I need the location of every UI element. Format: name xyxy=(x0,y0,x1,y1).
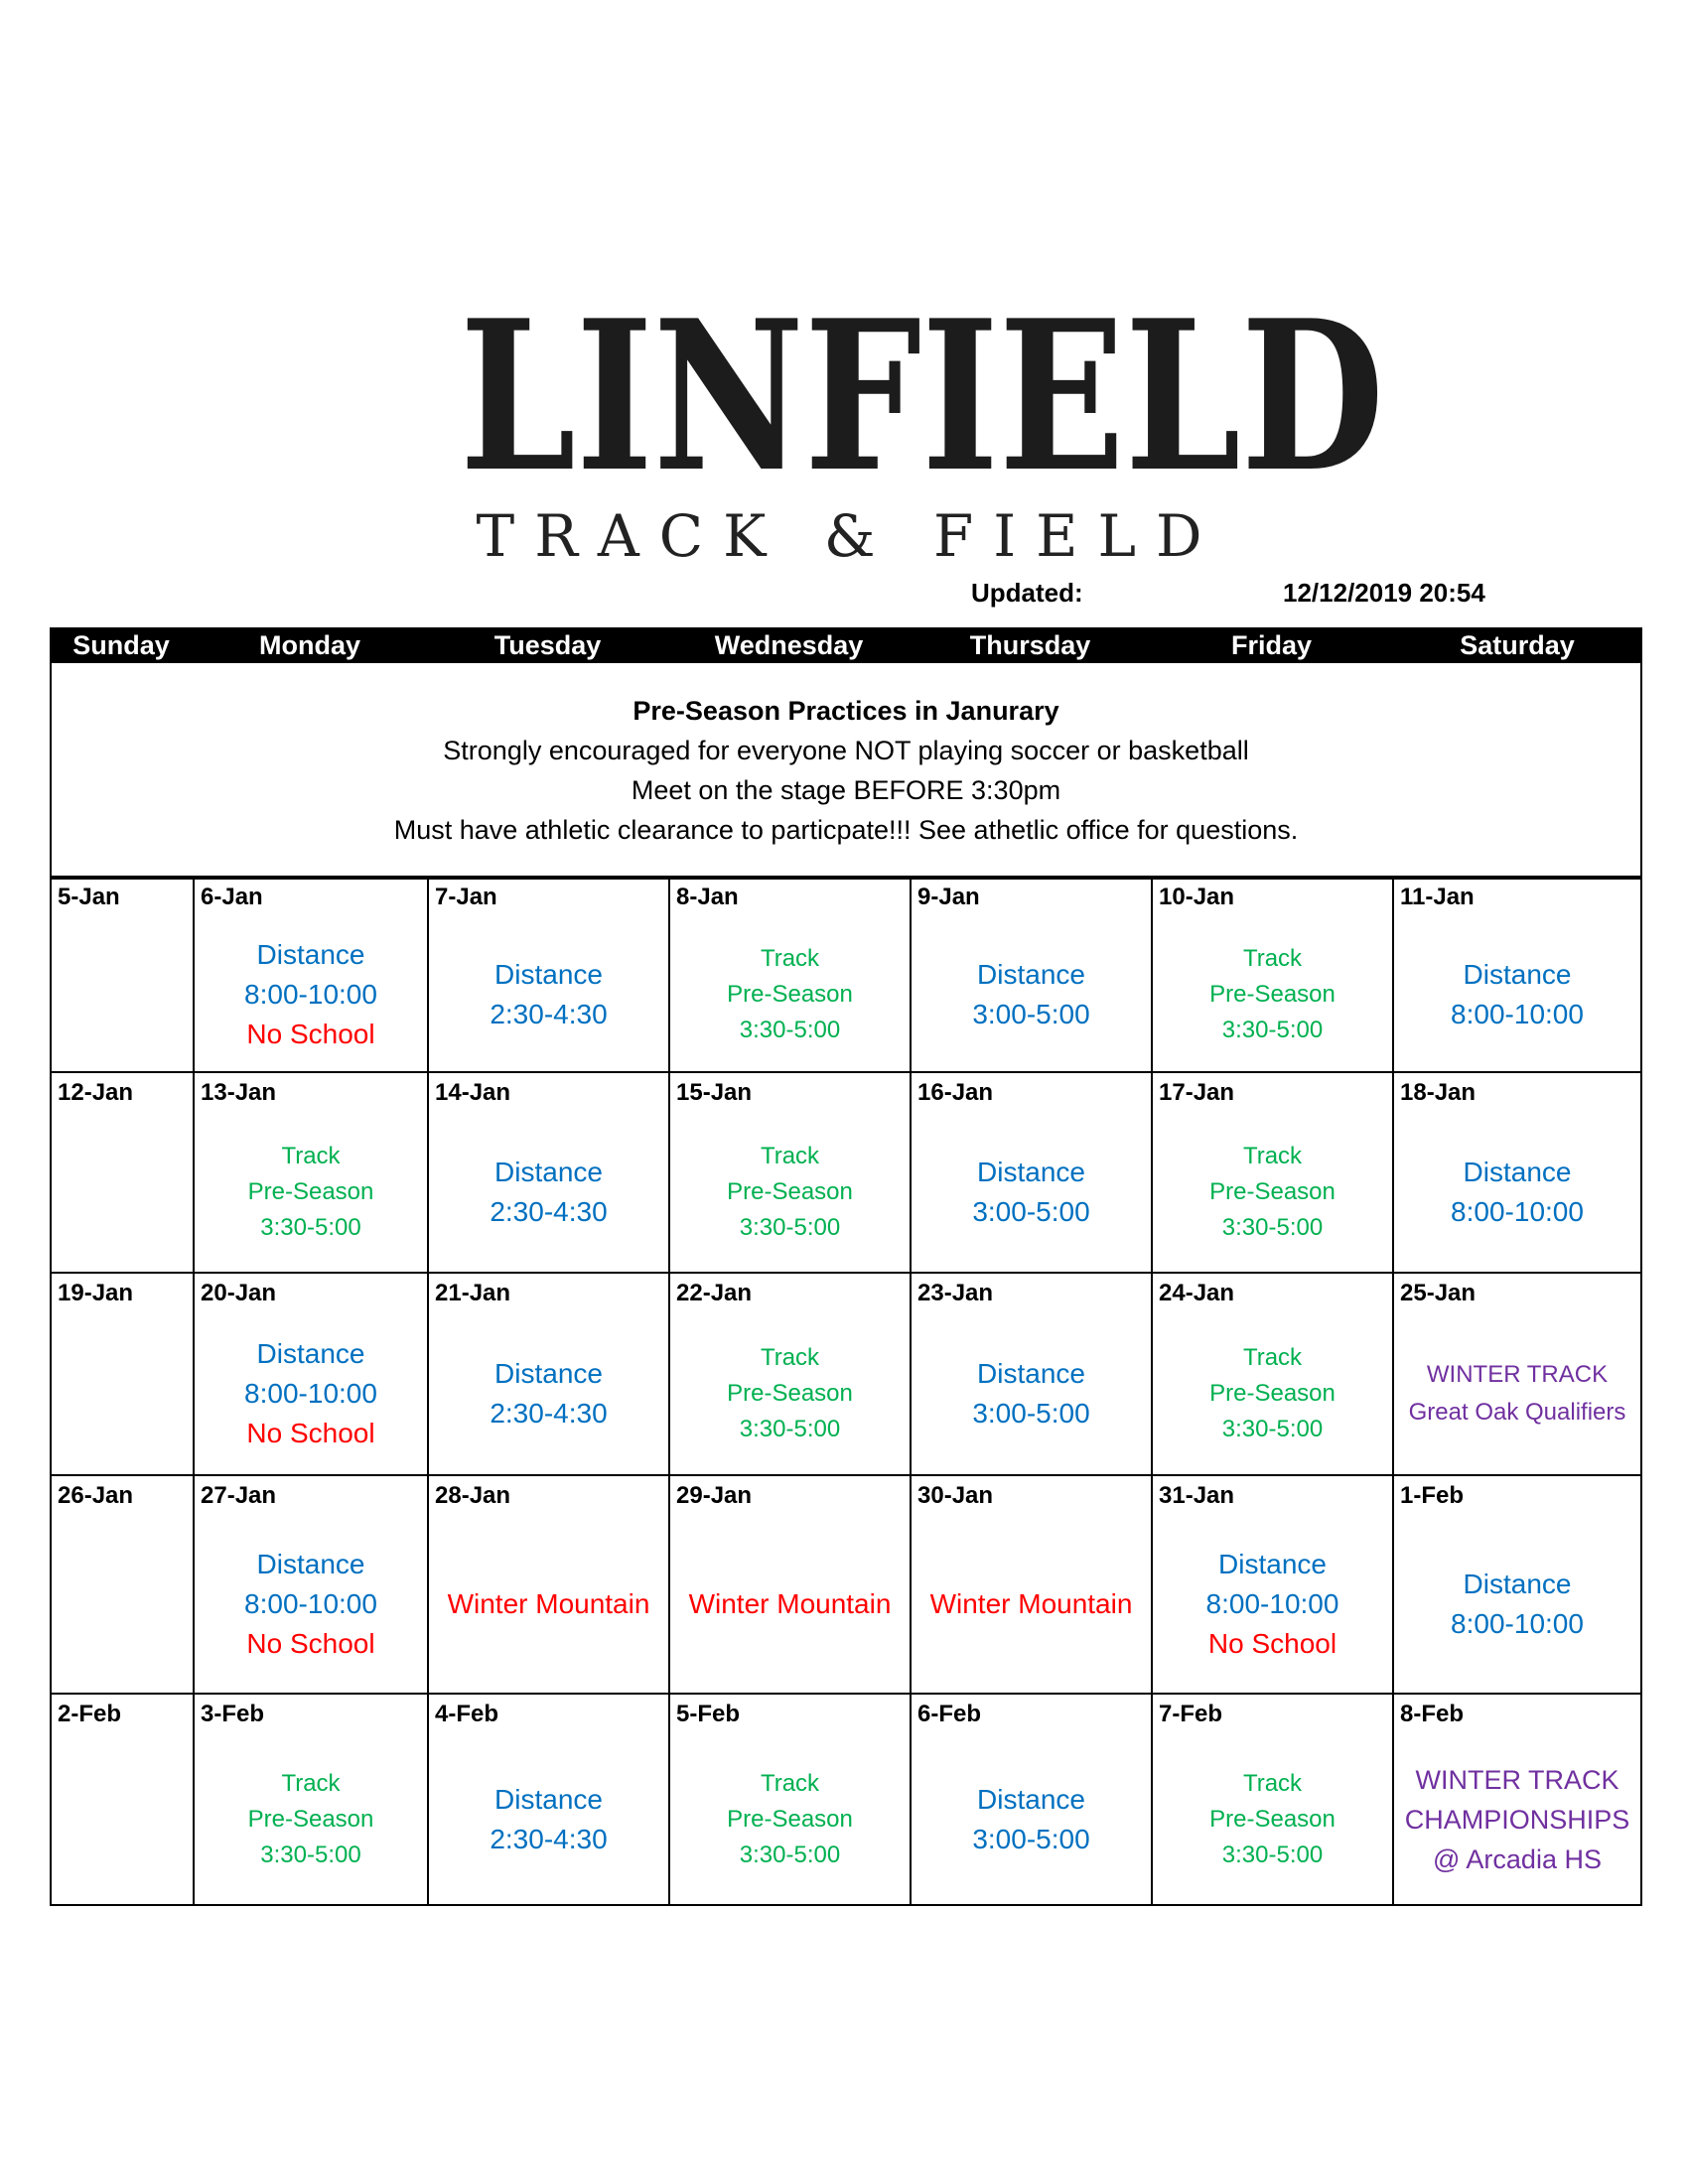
updated-timestamp: 12/12/2019 20:54 xyxy=(1283,578,1485,608)
event-line: Distance xyxy=(494,958,603,990)
day-date: 16-Jan xyxy=(917,1079,994,1106)
calendar-day-cell xyxy=(668,1693,912,1906)
calendar-day-cell xyxy=(1392,1071,1642,1274)
weekday-header xyxy=(50,627,1642,663)
day-date: 8-Jan xyxy=(676,884,739,910)
day-events xyxy=(1153,1738,1392,1900)
calendar-day-cell xyxy=(50,1272,195,1476)
day-events xyxy=(1153,1520,1392,1689)
event-line: Pre-Season xyxy=(247,1805,374,1833)
event-line: 2:30-4:30 xyxy=(490,1196,608,1227)
event-line: Track xyxy=(1242,1143,1303,1169)
linfield-logo xyxy=(362,276,1385,576)
event-line: 8:00-10:00 xyxy=(1451,1608,1584,1639)
day-events xyxy=(52,1738,193,1900)
calendar-day-cell xyxy=(1151,1693,1394,1906)
weekday-wednesday: Wednesday xyxy=(714,630,864,660)
day-date: 18-Jan xyxy=(1400,1079,1477,1106)
day-events xyxy=(1394,1520,1640,1689)
day-events xyxy=(195,921,427,1067)
calendar-day-cell xyxy=(910,1071,1153,1274)
calendar-day-cell xyxy=(1151,876,1394,1073)
event-line: CHAMPIONSHIPS xyxy=(1404,1804,1630,1835)
calendar-day-cell xyxy=(50,1474,195,1695)
event-line: No School xyxy=(246,1628,375,1659)
weekday-tuesday: Tuesday xyxy=(493,630,602,660)
day-date: 5-Feb xyxy=(676,1701,741,1727)
day-date: 14-Jan xyxy=(435,1079,511,1106)
day-events xyxy=(429,1317,668,1470)
event-line: Track xyxy=(760,944,820,972)
day-date: 22-Jan xyxy=(676,1280,753,1306)
calendar-day-cell xyxy=(910,876,1153,1073)
event-line: Pre-Season xyxy=(1209,1380,1336,1407)
event-line: 3:30-5:00 xyxy=(739,1016,841,1043)
event-line: Winter Mountain xyxy=(929,1588,1133,1619)
day-events xyxy=(1394,1738,1640,1900)
event-line: WINTER TRACK xyxy=(1426,1361,1609,1388)
day-date: 24-Jan xyxy=(1159,1280,1235,1306)
day-events xyxy=(912,1520,1151,1689)
event-line: Distance xyxy=(1218,1549,1327,1579)
event-line: Track xyxy=(760,1143,820,1169)
day-date: 3-Feb xyxy=(201,1701,265,1727)
day-events xyxy=(429,1520,668,1689)
calendar-day-cell xyxy=(1392,1474,1642,1695)
event-line: Pre-Season xyxy=(1209,980,1336,1008)
event-line: Distance xyxy=(1463,1157,1572,1187)
weekday-sunday: Sunday xyxy=(72,630,170,660)
event-line: Distance xyxy=(494,1783,603,1815)
day-events xyxy=(195,1520,427,1689)
calendar-day-cell xyxy=(50,876,195,1073)
day-date: 23-Jan xyxy=(917,1280,994,1306)
calendar-day-cell xyxy=(1392,876,1642,1073)
event-line: 3:30-5:00 xyxy=(1221,1016,1324,1043)
calendar-week-row xyxy=(50,1693,1642,1904)
day-events xyxy=(1394,1317,1640,1470)
calendar-day-cell xyxy=(910,1474,1153,1695)
event-line: 8:00-10:00 xyxy=(244,978,377,1010)
event-line: Great Oak Qualifiers xyxy=(1408,1399,1626,1426)
day-date: 27-Jan xyxy=(201,1482,277,1509)
event-line: Pre-Season xyxy=(727,1178,853,1205)
calendar-day-cell xyxy=(50,1071,195,1274)
event-line: 3:30-5:00 xyxy=(1221,1841,1324,1868)
event-line: 8:00-10:00 xyxy=(244,1588,377,1619)
day-events xyxy=(670,1738,910,1900)
event-line: 3:30-5:00 xyxy=(739,1214,841,1241)
event-line: 3:00-5:00 xyxy=(972,1196,1090,1227)
calendar-week-row xyxy=(50,1474,1642,1693)
day-events xyxy=(912,921,1151,1067)
updated-label: Updated: xyxy=(971,578,1083,608)
day-date: 11-Jan xyxy=(1400,884,1475,910)
calendar-week-row xyxy=(50,876,1642,1071)
calendar-day-cell xyxy=(1392,1693,1642,1906)
calendar-day-cell xyxy=(193,1272,429,1476)
day-date: 26-Jan xyxy=(58,1482,134,1509)
event-line: Track xyxy=(1242,944,1303,972)
calendar-day-cell xyxy=(668,1474,912,1695)
logo-subtitle: TRACK & FIELD xyxy=(476,502,1222,570)
event-line: Distance xyxy=(977,958,1085,990)
event-line: Pre-Season xyxy=(727,1380,853,1407)
weekday-saturday: Saturday xyxy=(1460,630,1575,660)
day-events xyxy=(1394,1117,1640,1268)
event-line: 3:00-5:00 xyxy=(972,1823,1090,1854)
calendar-day-cell xyxy=(668,1071,912,1274)
day-events xyxy=(429,1117,668,1268)
calendar-day-cell xyxy=(910,1272,1153,1476)
day-date: 6-Feb xyxy=(917,1701,982,1727)
event-line: Distance xyxy=(494,1157,603,1187)
day-events xyxy=(670,921,910,1067)
event-line: No School xyxy=(246,1018,375,1049)
event-line: Pre-Season xyxy=(727,980,853,1008)
day-date: 17-Jan xyxy=(1159,1079,1235,1106)
day-events xyxy=(912,1117,1151,1268)
event-line: Pre-Season xyxy=(247,1178,374,1205)
day-events xyxy=(1153,921,1392,1067)
event-line: Track xyxy=(760,1344,820,1371)
event-line: 3:30-5:00 xyxy=(739,1841,841,1868)
event-line: Track xyxy=(1242,1769,1303,1797)
day-date: 21-Jan xyxy=(435,1280,511,1306)
event-line: Distance xyxy=(1463,1569,1572,1599)
day-date: 6-Jan xyxy=(201,884,263,910)
calendar-day-cell xyxy=(427,1272,670,1476)
calendar-day-cell xyxy=(1392,1272,1642,1476)
day-events xyxy=(195,1738,427,1900)
calendar-day-cell xyxy=(668,1272,912,1476)
day-events xyxy=(670,1520,910,1689)
event-line: 8:00-10:00 xyxy=(244,1378,377,1409)
event-line: Track xyxy=(1242,1344,1303,1371)
event-line: 3:00-5:00 xyxy=(972,1398,1090,1429)
calendar-day-cell xyxy=(193,1474,429,1695)
day-date: 20-Jan xyxy=(201,1280,277,1306)
calendar-day-cell xyxy=(427,1474,670,1695)
day-date: 10-Jan xyxy=(1159,884,1235,910)
day-date: 2-Feb xyxy=(58,1701,122,1727)
day-events xyxy=(195,1317,427,1470)
day-events xyxy=(52,921,193,1067)
event-line: 2:30-4:30 xyxy=(490,1398,608,1429)
event-line: 3:00-5:00 xyxy=(972,998,1090,1029)
announcement-line: Strongly encouraged for everyone NOT playing soccer or basketball xyxy=(443,736,1249,765)
calendar-day-cell xyxy=(50,1693,195,1906)
day-date: 7-Jan xyxy=(435,884,497,910)
calendar-day-cell xyxy=(427,876,670,1073)
event-line: No School xyxy=(1207,1628,1337,1659)
event-line: 3:30-5:00 xyxy=(739,1416,841,1442)
day-date: 31-Jan xyxy=(1159,1482,1235,1509)
event-line: Distance xyxy=(256,1549,365,1579)
day-events xyxy=(52,1520,193,1689)
event-line: Distance xyxy=(977,1157,1085,1187)
announcement-title: Pre-Season Practices in Janurary xyxy=(633,696,1059,726)
event-line: WINTER TRACK xyxy=(1415,1764,1619,1795)
day-events xyxy=(912,1317,1151,1470)
day-events xyxy=(670,1117,910,1268)
calendar-day-cell xyxy=(193,1693,429,1906)
day-date: 8-Feb xyxy=(1400,1701,1465,1727)
day-date: 12-Jan xyxy=(58,1079,134,1106)
announcement-box xyxy=(50,663,1642,880)
event-line: Winter Mountain xyxy=(447,1588,650,1619)
day-events xyxy=(52,1117,193,1268)
day-date: 29-Jan xyxy=(676,1482,753,1509)
calendar-day-cell xyxy=(193,1071,429,1274)
day-events xyxy=(1394,921,1640,1067)
event-line: Track xyxy=(760,1769,820,1797)
day-date: 19-Jan xyxy=(58,1280,134,1306)
day-events xyxy=(429,1738,668,1900)
event-line: Track xyxy=(281,1143,341,1169)
calendar-day-cell xyxy=(427,1693,670,1906)
calendar-day-cell xyxy=(1151,1071,1394,1274)
logo-wordmark: LINFIELD xyxy=(460,276,1385,518)
event-line: 2:30-4:30 xyxy=(490,998,608,1029)
event-line: 8:00-10:00 xyxy=(1451,998,1584,1029)
day-date: 15-Jan xyxy=(676,1079,753,1106)
calendar-week-row xyxy=(50,1272,1642,1474)
event-line: Distance xyxy=(977,1358,1085,1389)
event-line: Track xyxy=(281,1769,341,1797)
event-line: 8:00-10:00 xyxy=(1205,1588,1339,1619)
calendar-day-cell xyxy=(1151,1474,1394,1695)
day-date: 28-Jan xyxy=(435,1482,511,1509)
announcement-line: Meet on the stage BEFORE 3:30pm xyxy=(631,775,1061,805)
day-date: 30-Jan xyxy=(917,1482,994,1509)
event-line: Distance xyxy=(977,1783,1085,1815)
event-line: 3:30-5:00 xyxy=(1221,1416,1324,1442)
event-line: @ Arcadia HS xyxy=(1433,1843,1602,1874)
day-date: 4-Feb xyxy=(435,1701,499,1727)
event-line: 3:30-5:00 xyxy=(1221,1214,1324,1241)
event-line: 8:00-10:00 xyxy=(1451,1196,1584,1227)
event-line: Distance xyxy=(1463,958,1572,990)
day-date: 5-Jan xyxy=(58,884,120,910)
calendar-day-cell xyxy=(1151,1272,1394,1476)
calendar-day-cell xyxy=(427,1071,670,1274)
day-events xyxy=(195,1117,427,1268)
day-date: 1-Feb xyxy=(1400,1482,1465,1509)
announcement-line: Must have athletic clearance to particpate!!! See athetlic office for questions. xyxy=(393,815,1299,845)
calendar-day-cell xyxy=(193,876,429,1073)
event-line: Pre-Season xyxy=(1209,1178,1336,1205)
weekday-monday: Monday xyxy=(258,630,360,660)
event-line: Distance xyxy=(256,938,365,970)
event-line: Winter Mountain xyxy=(688,1588,892,1619)
event-line: No School xyxy=(246,1418,375,1448)
event-line: 3:30-5:00 xyxy=(260,1214,361,1241)
calendar-day-cell xyxy=(668,876,912,1073)
day-events xyxy=(1153,1117,1392,1268)
event-line: Distance xyxy=(494,1358,603,1389)
day-date: 13-Jan xyxy=(201,1079,277,1106)
day-date: 25-Jan xyxy=(1400,1280,1477,1306)
event-line: Distance xyxy=(256,1338,365,1369)
day-events xyxy=(429,921,668,1067)
calendar-week-row xyxy=(50,1071,1642,1272)
day-date: 7-Feb xyxy=(1159,1701,1223,1727)
event-line: 3:30-5:00 xyxy=(260,1841,361,1868)
event-line: Pre-Season xyxy=(727,1805,853,1833)
day-events xyxy=(912,1738,1151,1900)
event-line: 2:30-4:30 xyxy=(490,1823,608,1854)
day-events xyxy=(1153,1317,1392,1470)
event-line: Pre-Season xyxy=(1209,1805,1336,1833)
weekday-friday: Friday xyxy=(1230,630,1313,660)
day-date: 9-Jan xyxy=(917,884,980,910)
calendar-day-cell xyxy=(910,1693,1153,1906)
weekday-thursday: Thursday xyxy=(969,630,1091,660)
day-events xyxy=(670,1317,910,1470)
day-events xyxy=(52,1317,193,1470)
